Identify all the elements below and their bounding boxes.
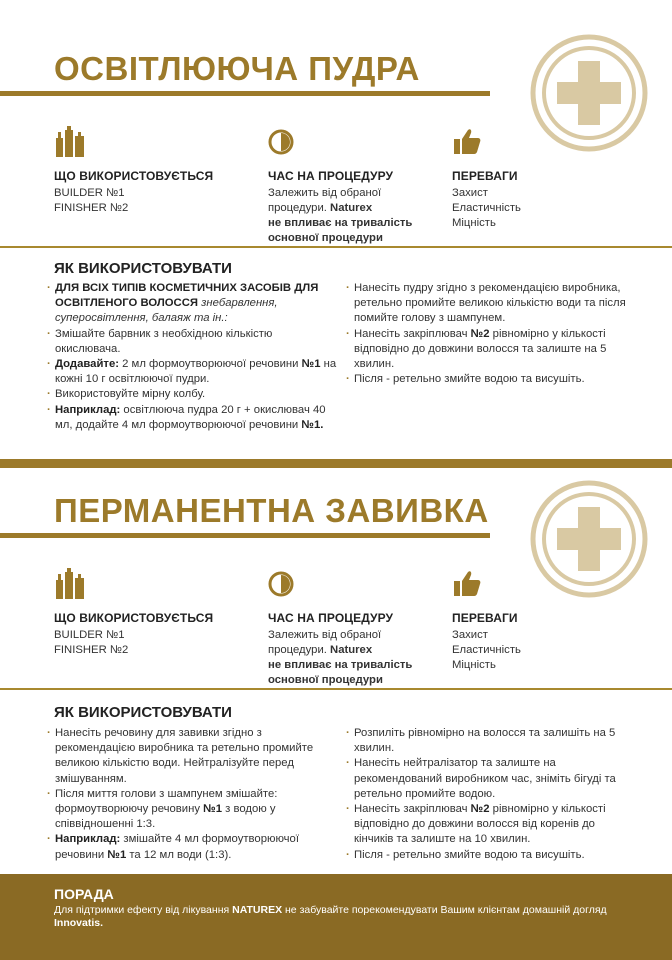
list-item: · ДЛЯ ВСІХ ТИПІВ КОСМЕТИЧНИХ ЗАСОБІВ ДЛЯ ОСВІТЛЕНОГО ВОЛОССЯ знебарвлення, суперосвітлення, балаяж та ін.: <box>48 281 338 327</box>
benefits-heading: ПЕРЕВАГИ <box>452 611 518 625</box>
list-item: · Після миття голови з шампунем змішайте: формоутворюючу речовину №1 з водою у співвідношенні 1:3. <box>48 787 338 833</box>
list-item: · Наприклад: освітлююча пудра 20 г + окислювач 40 мл, додайте 4 мл формоутворюючої речовини №1. <box>48 403 338 433</box>
tip-footer <box>0 874 672 960</box>
bottles-icon <box>54 126 88 158</box>
benefits-heading: ПЕРЕВАГИ <box>452 169 518 183</box>
list-item: · Додавайте: 2 мл формоутворюючої речовини №1 на кожні 10 г освітлюючої пудри. <box>48 357 338 387</box>
used-item: FINISHER №2 <box>54 644 129 656</box>
clock-icon <box>268 126 302 158</box>
benefit-item: Еластичність <box>452 202 521 214</box>
separator <box>0 688 672 690</box>
list-item: · Змішайте барвник з необхідною кількістю окислювача. <box>48 327 338 357</box>
thumbs-up-icon <box>452 568 486 600</box>
section-title: ОСВІТЛЮЮЧА ПУДРА <box>54 50 420 87</box>
list-item: · Нанесіть речовину для завивки згідно з рекомендацією виробника та ретельно промийте великою кількістю води. Нейтралізуйте перед змішуванням. <box>48 726 338 787</box>
title-rule <box>0 533 490 538</box>
benefit-item: Міцність <box>452 217 496 229</box>
time-heading: ЧАС НА ПРОЦЕДУРУ <box>268 169 394 183</box>
title-rule <box>0 91 490 96</box>
time-heading: ЧАС НА ПРОЦЕДУРУ <box>268 611 394 625</box>
used-item: FINISHER №2 <box>54 202 129 214</box>
time-column <box>268 126 448 246</box>
list-item: · Після - ретельно змийте водою та висушіть. <box>347 848 632 863</box>
section-permanent-wave <box>0 470 672 874</box>
used-heading: ЩО ВИКОРИСТОВУЄТЬСЯ <box>54 611 214 625</box>
benefit-item: Захист <box>452 187 488 199</box>
section-bleaching-powder <box>0 0 672 470</box>
time-text: Залежить від обраної процедури. Naturex не впливає на тривалість основної процедури <box>268 629 413 686</box>
time-text: Залежить від обраної процедури. Naturex не впливає на тривалість основної процедури <box>268 187 413 244</box>
thumbs-up-icon <box>452 126 486 158</box>
clock-icon <box>268 568 302 600</box>
left-instructions <box>48 726 338 863</box>
benefit-item: Еластичність <box>452 644 521 656</box>
used-column <box>54 126 234 216</box>
list-item: · Використовуйте мірну колбу. <box>48 387 338 402</box>
benefits-column <box>452 568 632 673</box>
used-heading: ЩО ВИКОРИСТОВУЄТЬСЯ <box>54 169 214 183</box>
list-item: · Нанесіть пудру згідно з рекомендацією виробника, ретельно промийте великою кількістю води та після помийте голову з шампунем. <box>347 281 632 327</box>
benefit-item: Захист <box>452 629 488 641</box>
right-instructions <box>347 281 632 387</box>
list-item: · Нанесіть закріплювач №2 рівномірно у кількості відповідно до довжини волосся та залиште на 5 хвилин. <box>347 327 632 373</box>
list-item: · Наприклад: змішайте 4 мл формоутворюючої речовини №1 та 12 мл води (1:3). <box>48 832 338 862</box>
time-column <box>268 568 448 688</box>
how-to-use-heading: ЯК ВИКОРИСТОВУВАТИ <box>54 704 232 721</box>
benefits-column <box>452 126 632 231</box>
list-item: · Нанесіть нейтралізатор та залиште на рекомендований виробником час, зніміть бігуді та ретельно промийте водою. <box>347 756 632 802</box>
separator <box>0 246 672 248</box>
benefit-item: Міцність <box>452 659 496 671</box>
list-item: · Після - ретельно змийте водою та висушіть. <box>347 372 632 387</box>
tip-heading: ПОРАДА <box>54 886 114 902</box>
left-instructions <box>48 281 338 433</box>
used-column <box>54 568 234 658</box>
list-item: · Розпиліть рівномірно на волосся та залишіть на 5 хвилин. <box>347 726 632 756</box>
section-divider-band <box>0 459 672 468</box>
tip-text: Для підтримки ефекту від лікування NATUREX не забувайте порекомендувати Вашим клієнтам домашній догляд Innovatis. <box>54 904 607 929</box>
section-title: ПЕРМАНЕНТНА ЗАВИВКА <box>54 492 489 529</box>
list-item: · Нанесіть закріплювач №2 рівномірно у кількості відповідно до довжини волосся від коренів до кінчиків та залиште на 10 хвилин. <box>347 802 632 848</box>
right-instructions <box>347 726 632 863</box>
bottles-icon <box>54 568 88 600</box>
used-item: BUILDER №1 <box>54 187 125 199</box>
used-item: BUILDER №1 <box>54 629 125 641</box>
how-to-use-heading: ЯК ВИКОРИСТОВУВАТИ <box>54 260 232 277</box>
